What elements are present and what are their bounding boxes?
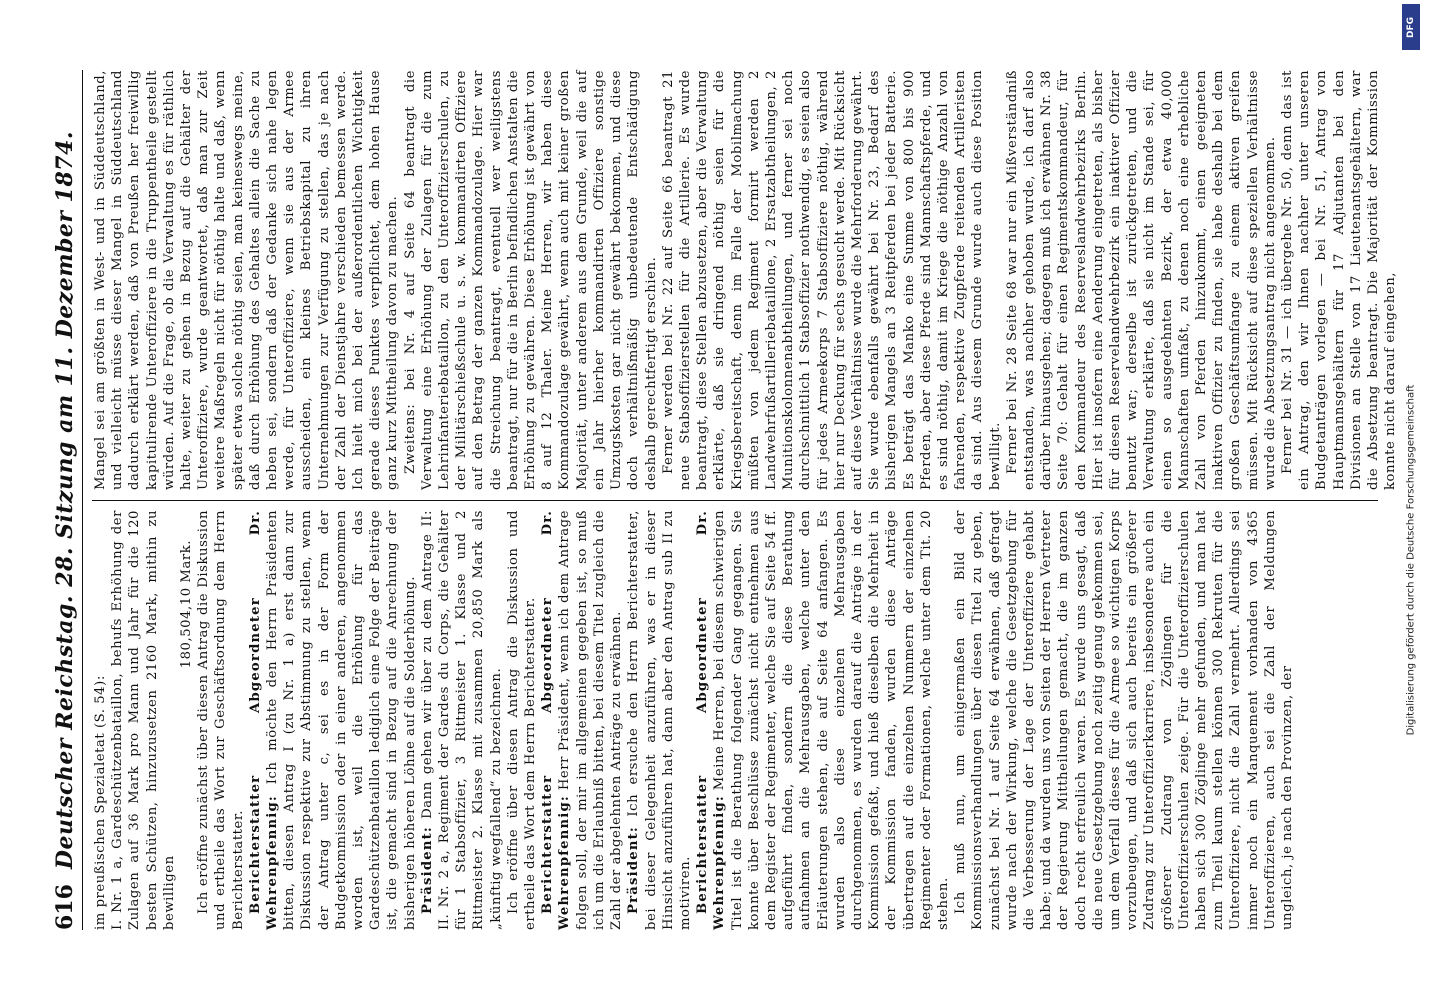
paragraph [1279,70,1399,490]
paragraph [1004,70,1279,490]
paragraph-text: Zweitens: bei Nr. 4 auf Seite 64 beantragt die Verwaltung eine Erhöhung der Zulagen für die zum Lehrinfanteriebataillon, zu den Unteroffizierschulen, zu der Militärschießschule u. s. w. kommandirten Offiziere auf den Betrag der ganzen Kommandozulage. Hier war die Streichung beantragt, eventuell wer weiligstens beantragt, nur für die in Berlin befindlichen Anstalten die Erhöhung zu gewähren. Diese Erhöhung ist gewährt von 8 auf 12 Thaler. Meine Herren, wir haben diese Kommandozulage gewährt, wenn auch mit keiner großen Majorität, unter anderem aus dem Grunde, weil die auf ein Jahr hierher kommandirten Offiziere sonstige Umzugskosten gar nicht gewährt bekommen, und diese doch verhältnißmäßig unbedeutende Entschädigung deshalb gerechtfertigt erschien. [402,70,659,490]
paragraph-text: Mangel sei am größten in West- und in Süddeutschland, und vielleicht müsse dieser Mangel in Süddeutschland dadurch erklärt werden, daß von Preußen her freiwillig kapitulirende Unteroffiziere in die Truppentheile gestellt würden. Auf die Frage, ob die Verwaltung es für räthlich halte, weiter zu gehen in Bezug auf die Gehälter der Unteroffiziere, wurde geantwortet, daß man zur Zeit weitere Maßregeln nicht für nöthig halte und daß, wenn später etwa solche nöthig seien, man keineswegs meine, daß durch Erhöhung des Gehaltes allein die Sache zu heben sei, sondern daß der Gedanke sich nahe legen werde, für Unteroffiziere, wenn sie aus der Armee ausscheiden, ein kleines Betriebskapital zu ihren Unternehmungen zur Verfügung zu stellen, das je nach der Zahl der Dienstjahre verschieden bemessen werde. Ich hielt mich bei der außerordentlichen Wichtigkeit gerade dieses Punktes verpflichtet, dem hohen Hause ganz kurz Mittheilung davon zu machen. [93,70,401,490]
speaker-name: Präsident: [419,825,435,914]
paragraph-text: Dann gehen wir über zu dem Antrage II: II. Nr. 2 a, Regiment der Gardes du Corps, die Gehälter für 1 Stabsoffizier, 3 Rittmeister 1. Klasse und 2 Rittmeister 2. Klasse mit zusammen 20,850 Mark als „künftig wegfallend“ zu bezeichnen. [419,510,504,930]
paragraph [660,70,1004,490]
paragraph [247,510,419,930]
speaker-name: Präsident: [626,825,642,914]
paragraph [109,510,178,930]
paragraph [92,510,109,930]
speaker-name: Berichterstatter Abgeordneter Dr. Wehrenpfennig: [247,510,281,930]
paragraph [952,510,1296,930]
paragraph [694,510,952,930]
paragraph-text: Ich möchte den Herrn Präsidenten bitten, diesen Antrag I (zu Nr. 1 a) erst dann zur Diskussion respektive zur Abstimmung zu stellen, wenn der Antrag unter c, sei es in der Form der Budgetkommission oder in einer anderen, angenommen worden ist, weil die Erhöhung für das Gardeschützenbataillon lediglich eine Folge der Beiträge ist, die gemacht sind in Bezug auf die Anrechnung der bisherigen höheren Löhne auf die Solderhöhung. [265,510,418,930]
paragraph [195,510,247,930]
text-column-left [92,510,1378,930]
paragraph [178,510,195,930]
paragraph-text: Ich ersuche den Herrn Berichterstatter, bei dieser Gelegenheit anzuführen, was er in dieser Hinsicht anzuführen hat, dann aber den Antrag sub II zu motiviren. [626,510,693,930]
paragraph-text: Herr Präsident, wenn ich dem Antrage folgen soll, der mir im allgemeinen gegeben ist, so muß ich um die Erlaubniß bitten, bei diesem Titel zugleich die Zahl der abgelehnten Anträge zu erwähnen. [557,510,625,930]
paragraph [625,510,694,930]
paragraph-text: Ich eröffne zunächst über diesen Antrag die Diskussion und ertheile das Wort zur Geschäftsordnung dem Herrn Berichterstatter. [196,510,246,930]
paragraph-text: Ferner bei Nr. 28 Seite 68 war nur ein Mißverständniß entstanden, was nachher gehoben wurde, ich darf also darüber hinausgehen; dagegen muß ich erwähnen Nr. 38 Seite 70: Gehalt für einen Regimentskommandeur, für den Kommandeur des Reserveslandwehrbezirks Berlin. Hier ist insofern eine Aenderung eingetreten, als bisher für diesen Reservelandwehrbezirk ein inaktiver Offizier benutzt war; derselbe ist zurückgetreten, und die Verwaltung erklärte, daß sie nicht im Stande sei, für einen so ausgedehnten Bezirk, der etwa 40,000 Mannschaften umfaßt, zu denen noch eine erhebliche Zahl von Pferden hinzukommt, einen geeigneten inaktiven Offizier zu finden, sie habe deshalb bei dem großen Geschäftsumfange zu einem aktiven greifen müssen. Mit Rücksicht auf diese speziellen Verhältnisse wurde die Absetzungsantrag nicht angenommen. [1004,70,1278,490]
text-column-right [92,70,1399,490]
paragraph-text: Meine Herren, bei diesem schwierigen Titel ist die Berathung folgender Gang gegangen. Sie konnte über Beschlüsse zunächst nicht entnehmen aus dem Register der Regimenter, welche Sie auf Seite 54 ff. aufgeführt finden, sondern die diese Berathung aufnahmen an die Mehrausgaben, welche unter den Erläuterungen stehen, die auf Seite 64 anfangen. Es wurden also diese einzelnen Mehrausgaben durchgenommen, es wurden darauf die Anträge in der Kommission gefaßt, und hieß dieselben die Mehrheit in der Kommission fanden, wurden diese Anträge übertragen auf die einzelnen Nummern der einzelnen Regimenter oder Formationen, welche unter dem Tit. 20 stehen. [712,510,951,930]
dfg-logo: DFG [1402,4,1420,50]
page-number: 616 [52,884,78,930]
paragraph [419,510,505,930]
paragraph-text: 180,504,10 Mark. [179,540,195,669]
paragraph-text: Ich eröffne über diesen Antrag die Diskussion und ertheile das Wort dem Herrn Berichterstatter. [505,510,539,930]
funding-note [1398,0,1424,1000]
paragraph [402,70,660,490]
speaker-name: Berichterstatter Abgeordneter Dr. Wehrenpfennig: [695,510,728,930]
paragraph-text: Ich muß nun, um einigermaßen ein Bild der Kommissionsverhandlungen über diesen Titel zu geben, zunächst bei Nr. 1 auf Seite 64 erwähnen, daß gefragt wurde nach der Wirkung, welche die Gesetzgebung für die Verbesserung der Lage der Unteroffiziere gehabt habe; und da wurden uns von Seiten der Herren Vertreter der Regierung Mittheilungen gemacht, die im ganzen doch recht erfreulich waren. Es wurde uns gesagt, daß die neue Gesetzgebung noch zeitig genug gekommen sei, um dem Verfall dieses für die Armee so wichtigen Korps vorzubeugen, und daß sich auch bereits ein größerer Zudrang zur Unteroffizierkarriere, insbesondere auch ein größerer Zudrang von Zöglingen für die Unteroffizierschulen zeige. Für die Unteroffizierschulen haben sich 300 Zöglinge mehr gefunden, und man hat zum Theil kaum stellen können 300 Rekruten für die Unteroffiziere, nicht die Zahl vermehrt. Allerdings sei immer noch ein Manquement vorhanden von 4365 Unteroffizieren, auch sei die Zahl der Meldungen ungleich, je nach den Provinzen, der [953,510,1296,930]
running-title: Deutscher Reichstag. 28. Sitzung am 11. Dezember 1874. [52,130,78,870]
paragraph-text: Ferner bei Nr. 31 — ich übergehe Nr. 50, denn das ist ein Antrag, den wir Ihnen nachher unter unseren Budgetanträgen vorlegen — bei Nr. 51, Antrag von Hauptmannsgehältern für 17 Adjutanten bei den Divisionen an Stelle von 17 Lieutenantsgehältern, war die Absetzung beantragt. Die Majorität der Kommission konnte nicht darauf eingehen, [1280,70,1399,490]
document-page [30,32,1402,968]
page-header [52,70,83,930]
column-divider [92,500,1378,501]
paragraph [505,510,539,930]
paragraph [92,70,402,490]
speaker-name: Berichterstatter Abgeordneter Dr. Wehrenpfennig: [540,510,573,930]
funding-note-text: Digitalisierung gefördert durch die Deutsche Forschungsgemeinschaft [1405,384,1417,736]
paragraph-text: im preußischen Spezialetat (S. 54): [93,675,108,930]
paragraph [539,510,625,930]
paragraph-text: I. Nr. 1 a, Gardeschützenbataillon, behufs Erhöhung der Zulagen auf 36 Mark pro Mann und Jahr für die 120 besten Schützen, hinzuzusetzen 2160 Mark, mithin zu bewilligen [110,510,177,930]
paragraph-text: Ferner werden bei Nr. 22 auf Seite 66 beantragt 21 neue Stabsoffizierstellen für die Artillerie. Es wurde beantragt, diese Stellen abzusetzen, aber die Verwaltung erklärte, daß sie dringend nöthig seien für die Kriegsbereitschaft, denn im Falle der Mobilmachung müßten von jedem Regiment formirt werden 2 Landwehrfußartilleriebataillone, 2 Ersatzabtheilungen, 2 Munitionskolonnenabtheilungen, und ferner sei noch durchschnittlich 1 Stabsoffizier nothwendig, es seien also für jedes Armeekorps 7 Stabsoffiziere nöthig, während hier nur Deckung für sechs gesucht werde. Mit Rücksicht auf diese Verhältnisse wurde die Mehrforderung gewährt. Sie wurde ebenfalls gewährt bei Nr. 23, Bedarf des bisherigen Mangels an 3 Reitpferden bei jeder Batterie. Es beträgt das Manko eine Summe von 800 bis 900 Pferden, aber diese Pferde sind Mannschaftspferde, und es sind nöthig, damit im Kriege die nöthige Anzahl von fahrenden, respektive Zugpferde reitenden Artilleristen da sind. Aus diesem Grunde wurde auch diese Position bewilligt. [660,70,1003,490]
